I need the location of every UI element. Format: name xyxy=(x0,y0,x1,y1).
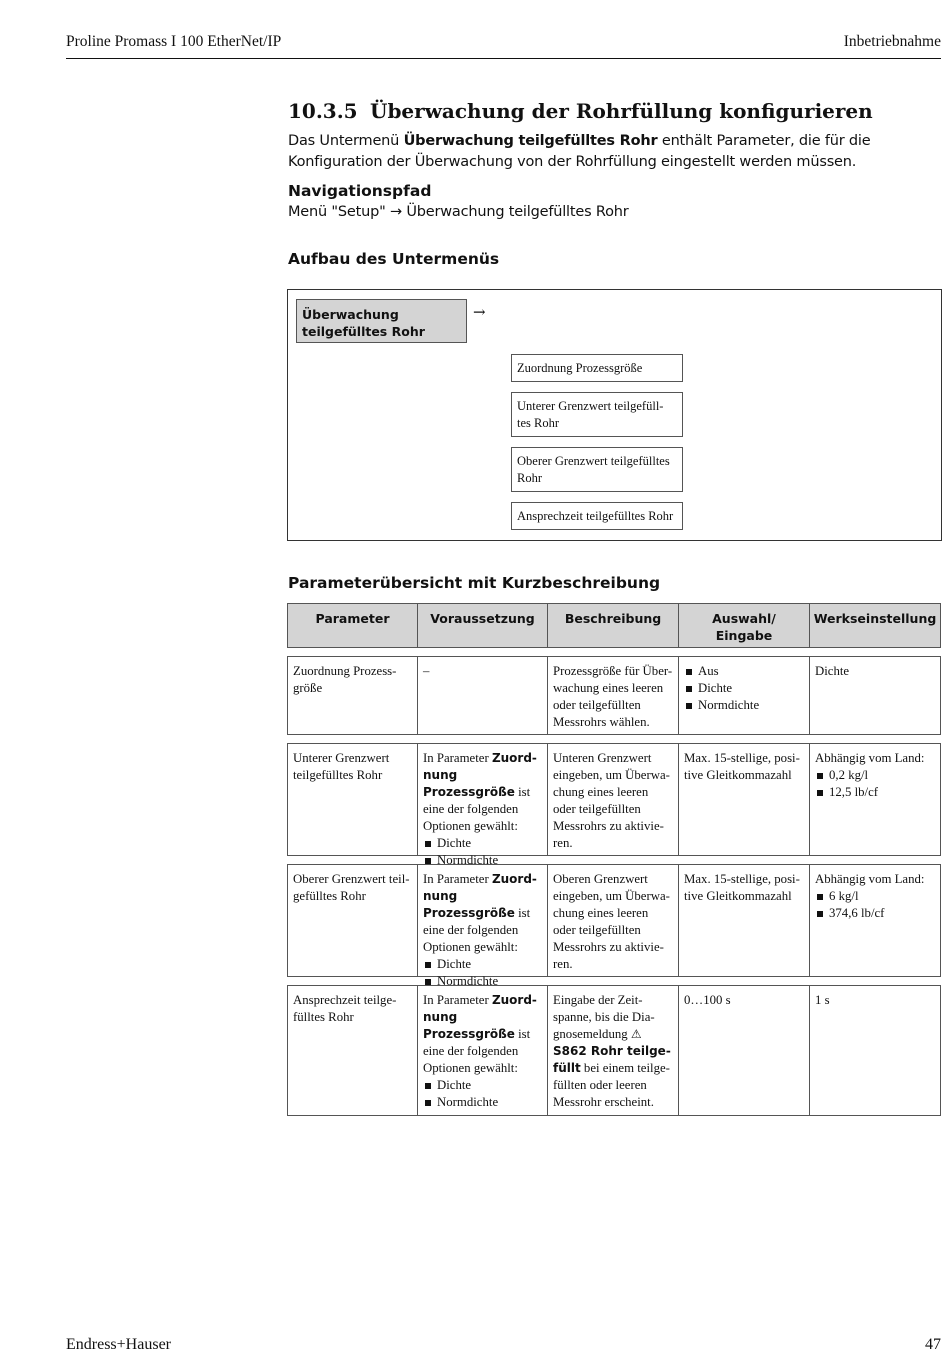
param-selection: Max. 15-stellige, posi-tive Gleitkommazahl xyxy=(679,864,810,977)
column-header: Parameter xyxy=(287,603,418,648)
header-doc-title: Proline Promass I 100 EtherNet/IP xyxy=(66,33,282,50)
list-item: 12,5 lb/cf xyxy=(815,784,935,801)
list-item: 0,2 kg/l xyxy=(815,767,935,784)
req-text: In Parameter xyxy=(423,993,492,1007)
submenu-item: Oberer Grenzwert teilgefülltes Rohr xyxy=(511,447,683,492)
param-selection: 0…100 s xyxy=(679,985,810,1116)
list-item: Dichte xyxy=(423,956,542,973)
header-chapter: Inbetriebnahme xyxy=(843,33,941,50)
param-selection: Max. 15-stellige, posi-tive Gleitkommazahl xyxy=(679,743,810,856)
column-header: Beschreibung xyxy=(548,603,679,648)
list-item: Normdichte xyxy=(423,852,542,869)
param-default xyxy=(810,743,941,856)
list-item: Normdichte xyxy=(423,1094,542,1111)
table-row xyxy=(287,656,941,735)
warning-icon: ⚠ xyxy=(630,1027,642,1041)
param-name: Unterer Grenzwert teilgefülltes Rohr xyxy=(287,743,418,856)
section-title: Überwachung der Rohrfüllung konfigurieren xyxy=(370,99,873,123)
list-item: Normdichte xyxy=(684,697,804,714)
req-text-rest: ist eine der folgenden Optionen gewählt: xyxy=(423,785,531,833)
list-item: 374,6 lb/cf xyxy=(815,905,935,922)
req-text-rest: ist eine der folgenden Optionen gewählt: xyxy=(423,906,531,954)
list-item: Dichte xyxy=(684,680,804,697)
table-row xyxy=(287,864,941,988)
submenu-item: Unterer Grenzwert teilgefüll-tes Rohr xyxy=(511,392,683,437)
param-requirement xyxy=(418,743,548,867)
param-default: 1 s xyxy=(810,985,941,1116)
list-item: 6 kg/l xyxy=(815,888,935,905)
req-param-name: Zuord-nung Prozessgröße xyxy=(423,751,537,799)
intro-paragraph xyxy=(288,131,942,173)
default-label: Abhängig vom Land: xyxy=(815,751,925,765)
section-number: 10.3.5 xyxy=(288,99,358,123)
param-description: Unteren Grenzwert eingeben, um Überwa-chung eines leeren oder teilgefüllten Messrohrs zu aktivie-ren. xyxy=(548,743,679,856)
nav-path-label: Navigationspfad xyxy=(288,182,432,200)
req-text: In Parameter xyxy=(423,872,492,886)
list-item: Aus xyxy=(684,663,804,680)
param-default: Dichte xyxy=(810,656,941,735)
param-name: Oberer Grenzwert teil-gefülltes Rohr xyxy=(287,864,418,977)
header-rule xyxy=(66,58,941,59)
param-default xyxy=(810,864,941,977)
req-text: In Parameter xyxy=(423,751,492,765)
desc-text-rest: bei einem teilge-füllten oder leeren Messrohr erscheint. xyxy=(553,1061,670,1109)
column-header: Werkseinstellung xyxy=(810,603,941,648)
table-header xyxy=(287,603,941,648)
submenu-item: Ansprechzeit teilgefülltes Rohr xyxy=(511,502,683,530)
param-requirement xyxy=(418,864,548,988)
param-description: Prozessgröße für Über-wachung eines leeren oder teilgefüllten Messrohrs wählen. xyxy=(548,656,679,735)
param-name: Zuordnung Prozess-größe xyxy=(287,656,418,735)
column-header: Auswahl/ Eingabe xyxy=(679,603,810,648)
param-description: Oberen Grenzwert eingeben, um Überwa-chung eines leeren oder teilgefüllten Messrohrs zu aktivie-ren. xyxy=(548,864,679,977)
param-description xyxy=(548,985,679,1116)
param-name: Ansprechzeit teilge-fülltes Rohr xyxy=(287,985,418,1116)
intro-text: Das Untermenü xyxy=(288,133,404,149)
overview-heading: Parameterübersicht mit Kurzbeschreibung xyxy=(288,574,661,592)
submenu-root: Überwachung teilgefülltes Rohr xyxy=(296,299,467,343)
submenu-heading: Aufbau des Untermenüs xyxy=(288,250,500,268)
nav-path: Menü "Setup" → Überwachung teilgefülltes Rohr xyxy=(288,204,629,220)
submenu-item: Zuordnung Prozessgröße xyxy=(511,354,683,382)
list-item: Dichte xyxy=(423,1077,542,1094)
param-requirement xyxy=(418,985,548,1116)
column-header: Voraussetzung xyxy=(418,603,548,648)
list-item: Normdichte xyxy=(423,973,542,990)
submenu-arrow-icon: → xyxy=(473,303,486,321)
intro-text-rest: enthält Parameter, die für die Konfiguration der Überwachung von der Rohrfüllung eingestellt werden müssen. xyxy=(288,133,871,170)
param-requirement: – xyxy=(418,656,548,735)
req-param-name: Zuord-nung Prozessgröße xyxy=(423,872,537,920)
req-param-name: Zuord-nung Prozessgröße xyxy=(423,993,537,1041)
intro-submenu-name: Überwachung teilgefülltes Rohr xyxy=(403,133,658,149)
footer-brand: Endress+Hauser xyxy=(66,1336,171,1353)
desc-text: Eingabe der Zeit-spanne, bis die Dia-gnosemeldung xyxy=(553,993,655,1041)
req-text-rest: ist eine der folgenden Optionen gewählt: xyxy=(423,1027,531,1075)
diagnostic-message: S862 Rohr teilge-füllt xyxy=(553,1044,671,1075)
list-item: Dichte xyxy=(423,835,542,852)
page-number: 47 xyxy=(925,1336,941,1353)
section-heading xyxy=(288,99,942,123)
param-selection xyxy=(679,656,810,735)
default-label: Abhängig vom Land: xyxy=(815,872,925,886)
table-row xyxy=(287,985,941,1116)
table-row xyxy=(287,743,941,867)
